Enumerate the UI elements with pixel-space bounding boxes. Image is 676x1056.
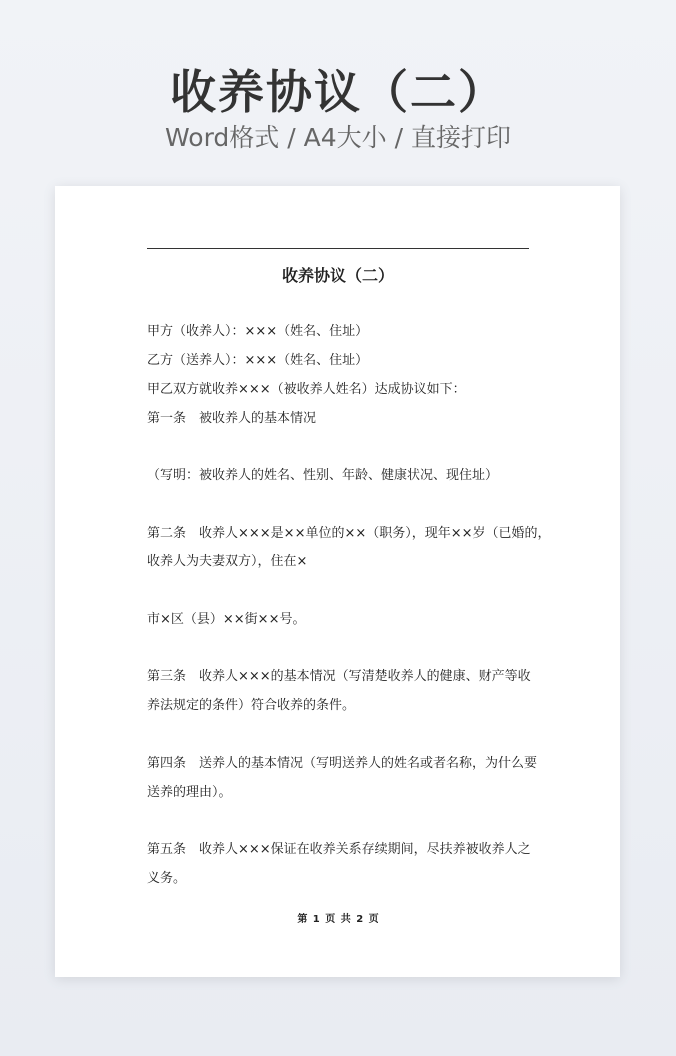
agreement-intro: 甲乙双方就收养×××（被收养人姓名）达成协议如下：: [147, 382, 466, 397]
article-4-line-1: 第四条 送养人的基本情况（写明送养人的姓名或者名称，为什么要: [147, 756, 538, 771]
document-title: 收养协议（二）: [281, 266, 394, 285]
hero-subtitle: Word格式 / A4大小 / 直接打印: [165, 123, 511, 152]
article-4-line-2: 送养的理由）。: [147, 785, 232, 800]
article-2-line-3: 市×区（县）××街××号。: [147, 612, 306, 627]
article-1-note: （写明：被收养人的姓名、性别、年龄、健康状况、现住址）: [147, 468, 499, 483]
article-1-heading: 第一条 被收养人的基本情况: [147, 411, 317, 426]
article-2-line-1: 第二条 收养人×××是××单位的××（职务），现年××岁（已婚的，: [147, 526, 551, 541]
article-5-line-2: 义务。: [147, 871, 187, 886]
header-rule: [147, 248, 529, 249]
party-a-line: 甲方（收养人）：×××（姓名、住址）: [147, 324, 369, 339]
hero-title: 收养协议（二）: [170, 65, 506, 119]
article-5-line-1: 第五条 收养人×××保证在收养关系存续期间，尽扶养被收养人之: [147, 842, 531, 857]
article-3-line-2: 养法规定的条件）符合收养的条件。: [147, 698, 356, 713]
party-b-line: 乙方（送养人）：×××（姓名、住址）: [147, 353, 369, 368]
document-page: [55, 186, 620, 977]
page-footer: 第 1 页 共 2 页: [297, 914, 379, 925]
article-3-line-1: 第三条 收养人×××的基本情况（写清楚收养人的健康、财产等收: [147, 669, 531, 684]
article-2-line-2: 收养人为夫妻双方），住在×: [147, 554, 308, 569]
